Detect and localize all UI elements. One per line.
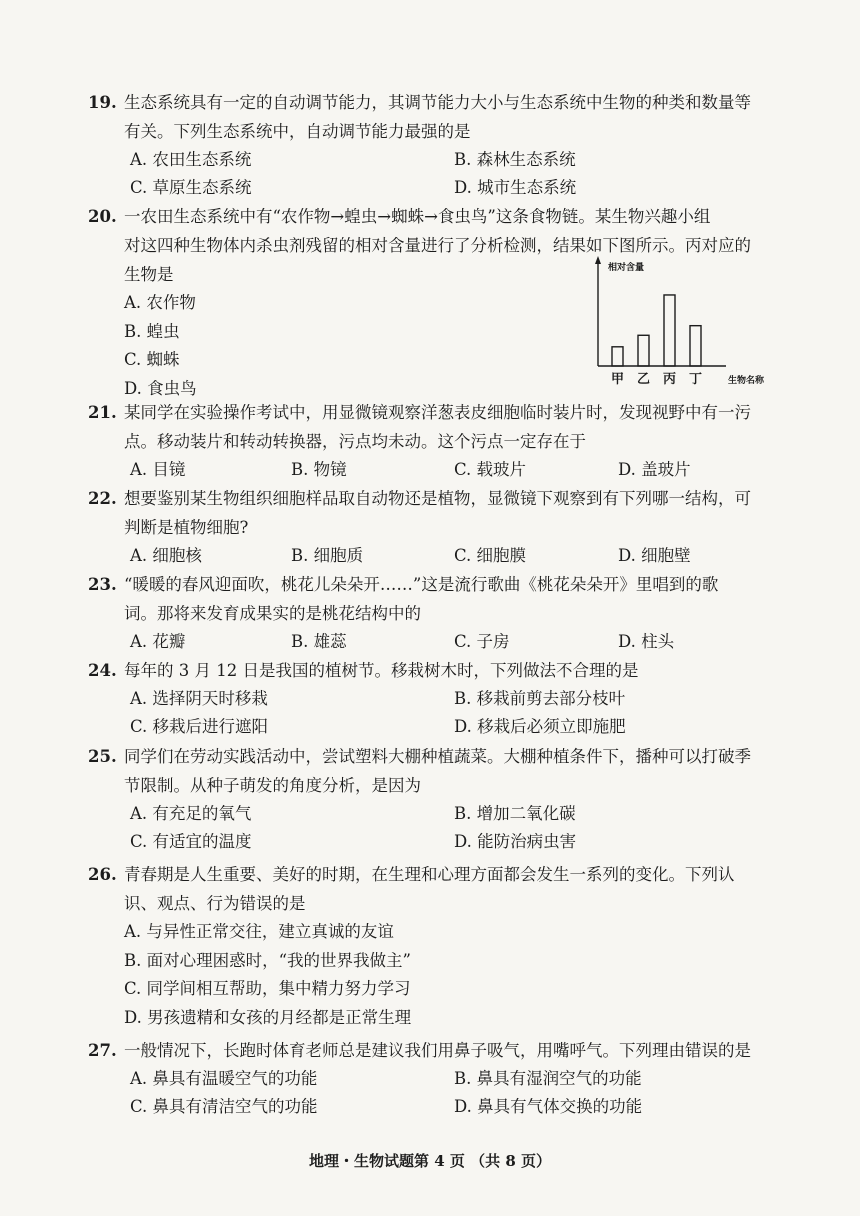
option-b[interactable]: B. 物镜 <box>291 460 347 479</box>
residue-bar-chart <box>590 256 790 388</box>
question-23 <box>88 570 788 656</box>
option-b[interactable]: B. 面对心理困惑时，“我的世界我做主” <box>124 950 411 970</box>
x-tick-label: 丙 <box>662 372 677 387</box>
option-row <box>88 1093 788 1121</box>
option-row <box>88 628 788 656</box>
option-d[interactable]: D. 城市生态系统 <box>454 178 577 197</box>
question-22-stem: 22. 想要鉴别某生物组织细胞样品取自动物还是植物，显微镜下观察到有下列哪一结构，可 判断是植物细胞? <box>88 484 788 542</box>
option-a[interactable]: A. 农作物 <box>124 293 196 312</box>
option-row <box>88 1065 788 1093</box>
option-d[interactable]: D. 盖玻片 <box>618 460 691 479</box>
question-number: 24. <box>88 661 117 680</box>
bar-0 <box>612 347 623 366</box>
question-22 <box>88 484 788 570</box>
option-d[interactable]: D. 鼻具有气体交换的功能 <box>454 1097 643 1116</box>
question-19-stem: 19. 生态系统具有一定的自动调节能力，其调节能力大小与生态系统中生物的种类和数量等 有关。下列生态系统中，自动调节能力最强的是 <box>88 88 788 146</box>
option-row <box>88 542 788 570</box>
page-footer: 地理・生物试题第 4 页 （共 8 页） <box>309 1152 551 1170</box>
option-c[interactable]: C. 移栽后进行遮阳 <box>130 717 269 736</box>
option-a[interactable]: A. 细胞核 <box>130 546 202 565</box>
question-number: 22. <box>88 489 117 508</box>
question-20-stem: 20. 一农田生态系统中有“农作物→蝗虫→蜘蛛→食虫鸟”这条食物链。某生物兴趣小组 对这四种生物体内杀虫剂残留的相对含量进行了分析检测，结果如下图所示。丙对应的 生物是 <box>88 202 788 289</box>
x-axis-label: 生物名称 <box>728 376 765 386</box>
option-d[interactable]: D. 能防治病虫害 <box>454 832 577 851</box>
question-number: 20. <box>88 207 117 226</box>
option-row <box>88 828 788 856</box>
x-tick-label: 甲 <box>610 372 625 387</box>
option-d[interactable]: D. 柱头 <box>618 632 675 651</box>
question-number: 25. <box>88 747 117 766</box>
option-d[interactable]: D. 细胞壁 <box>618 546 691 565</box>
question-25 <box>88 742 788 856</box>
question-number: 21. <box>88 403 117 422</box>
question-25-stem: 25. 同学们在劳动实践活动中，尝试塑料大棚种植蔬菜。大棚种植条件下，播种可以打破季 节限制。从种子萌发的角度分析，是因为 <box>88 742 788 800</box>
question-26-stem: 26. 青春期是人生重要、美好的时期，在生理和心理方面都会发生一系列的变化。下列认 识、观点、行为错误的是 <box>88 860 788 918</box>
question-21 <box>88 398 788 484</box>
x-tick-labels <box>611 372 702 387</box>
question-21-stem: 21. 某同学在实验操作考试中，用显微镜观察洋葱表皮细胞临时装片时，发现视野中有一污 点。移动装片和转动转换器，污点均未动。这个污点一定存在于 <box>88 398 788 456</box>
question-number: 27. <box>88 1041 117 1060</box>
question-24-stem: 24. 每年的 3 月 12 日是我国的植树节。移栽树木时，下列做法不合理的是 <box>88 656 788 685</box>
option-d[interactable]: D. 食虫鸟 <box>124 378 197 398</box>
bars-group <box>612 295 701 366</box>
y-axis-arrow-icon <box>595 256 601 264</box>
option-row <box>88 146 788 174</box>
option-row <box>88 174 788 202</box>
option-a[interactable]: A. 农田生态系统 <box>130 150 252 169</box>
question-23-stem: 23. “暖暖的春风迎面吹，桃花儿朵朵开……”这是流行歌曲《桃花朵朵开》里唱到的歌 词。那将来发育成果实的是桃花结构中的 <box>88 570 788 628</box>
option-b[interactable]: B. 雄蕊 <box>291 632 347 651</box>
option-b[interactable]: B. 森林生态系统 <box>454 150 576 169</box>
bar-3 <box>690 326 701 366</box>
option-c[interactable]: C. 同学间相互帮助，集中精力努力学习 <box>124 979 411 998</box>
question-number: 26. <box>88 865 117 884</box>
option-row <box>88 800 788 828</box>
question-number: 19. <box>88 93 117 112</box>
option-c[interactable]: C. 鼻具有清洁空气的功能 <box>130 1097 318 1116</box>
option-b[interactable]: B. 增加二氧化碳 <box>454 804 576 823</box>
option-b[interactable]: B. 细胞质 <box>291 546 364 565</box>
option-row <box>88 713 788 741</box>
option-c[interactable]: C. 有适宜的温度 <box>130 832 252 851</box>
x-tick-label: 乙 <box>636 372 651 387</box>
option-c[interactable]: C. 子房 <box>454 632 510 651</box>
option-c[interactable]: C. 载玻片 <box>454 460 527 479</box>
option-c[interactable]: C. 蜘蛛 <box>124 350 180 369</box>
option-c[interactable]: C. 草原生态系统 <box>130 178 252 197</box>
question-27-stem: 27. 一般情况下，长跑时体育老师总是建议我们用鼻子吸气，用嘴呼气。下列理由错误的是 <box>88 1036 788 1065</box>
x-tick-label: 丁 <box>688 372 703 387</box>
y-axis-label: 相对含量 <box>608 263 645 273</box>
question-24 <box>88 656 788 741</box>
question-19 <box>88 88 788 202</box>
option-a[interactable]: A. 鼻具有温暖空气的功能 <box>130 1069 318 1088</box>
option-row <box>88 456 788 484</box>
option-b[interactable]: B. 鼻具有湿润空气的功能 <box>454 1069 642 1088</box>
question-number: 23. <box>88 575 117 594</box>
option-b[interactable]: B. 移栽前剪去部分枝叶 <box>454 689 626 708</box>
option-d[interactable]: D. 男孩遗精和女孩的月经都是正常生理 <box>124 1007 412 1027</box>
option-c[interactable]: C. 细胞膜 <box>454 546 527 565</box>
question-27 <box>88 1036 788 1121</box>
option-a[interactable]: A. 与异性正常交往，建立真诚的友谊 <box>124 922 394 941</box>
bar-2 <box>664 295 675 366</box>
option-a[interactable]: A. 有充足的氧气 <box>130 804 252 823</box>
option-row <box>88 685 788 713</box>
option-a[interactable]: A. 选择阴天时移栽 <box>130 689 268 708</box>
option-a[interactable]: A. 目镜 <box>130 460 186 479</box>
bar-1 <box>638 335 649 366</box>
option-a[interactable]: A. 花瓣 <box>130 632 186 651</box>
option-b[interactable]: B. 蝗虫 <box>124 321 180 341</box>
option-d[interactable]: D. 移栽后必须立即施肥 <box>454 717 626 736</box>
question-26 <box>88 860 788 1032</box>
